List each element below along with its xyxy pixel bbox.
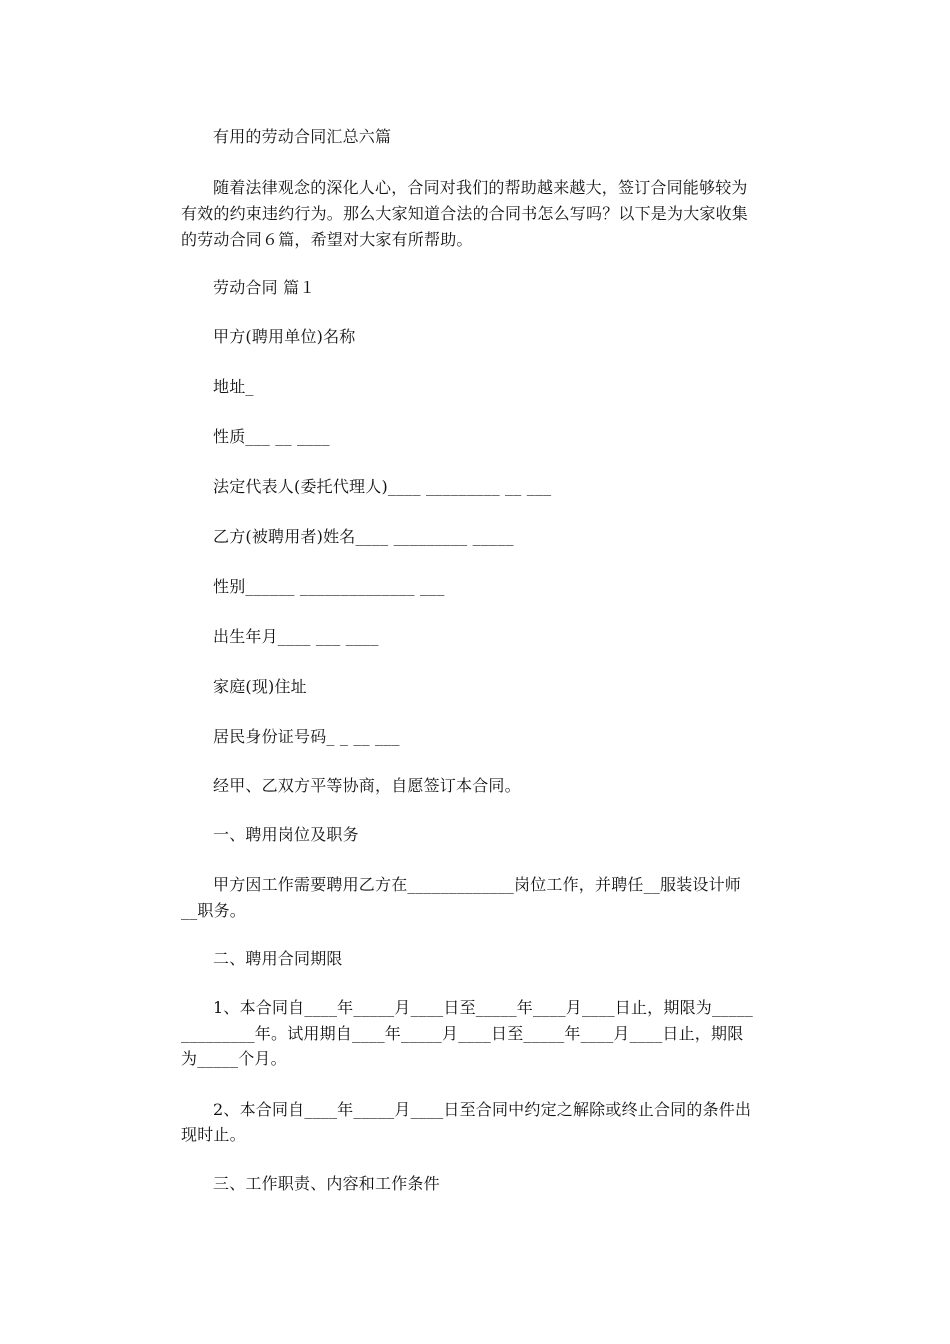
clause1-heading: 一、聘用岗位及职务 [213,825,359,844]
clause1-line-1: 甲方因工作需要聘用乙方在_____________岗位工作，并聘任__服装设计师 [213,875,742,894]
section-heading: 劳动合同 篇１ [213,278,316,297]
field-address: 地址_ [213,377,254,396]
clause2-item2-line-1: 2、本合同自____年_____月____日至合同中约定之解除或终止合同的条件出 [213,1100,752,1119]
clause2-item2-line-2: 现时止。 [181,1125,246,1144]
agreement-text: 经甲、乙双方平等协商，自愿签订本合同。 [213,776,521,795]
clause3-heading: 三、工作职责、内容和工作条件 [213,1174,440,1193]
field-id-number: 居民身份证号码_ _ __ ___ [213,727,400,746]
field-gender: 性别______ ______________ ___ [213,577,445,596]
clause1-line-2: __职务。 [181,901,247,920]
clause2-item1-line-2: _________年。试用期自____年_____月____日至_____年____月____日止，期限 [181,1024,744,1043]
field-legal-rep: 法定代表人(委托代理人)____ _________ __ ___ [213,477,552,496]
clause2-item1-line-3: 为_____个月。 [181,1049,287,1068]
field-party-a: 甲方(聘用单位)名称 [213,327,356,346]
document-title: 有用的劳动合同汇总六篇 [213,127,392,146]
intro-line-2: 有效的约束违约行为。那么大家知道合法的合同书怎么写吗？以下是为大家收集 [181,204,749,223]
clause2-heading: 二、聘用合同期限 [213,949,343,968]
field-nature: 性质___ __ ____ [213,427,330,446]
field-home-address: 家庭(现)住址 [213,677,307,696]
clause2-item1-line-1: 1、本合同自____年_____月____日至_____年____月____日止，期限为_____ [213,998,753,1017]
intro-line-1: 随着法律观念的深化人心，合同对我们的帮助越来越大，签订合同能够较为 [213,178,748,197]
intro-line-3: 的劳动合同６篇，希望对大家有所帮助。 [181,230,473,249]
field-party-b: 乙方(被聘用者)姓名____ _________ _____ [213,527,514,546]
field-birth: 出生年月____ ___ ____ [213,627,379,646]
